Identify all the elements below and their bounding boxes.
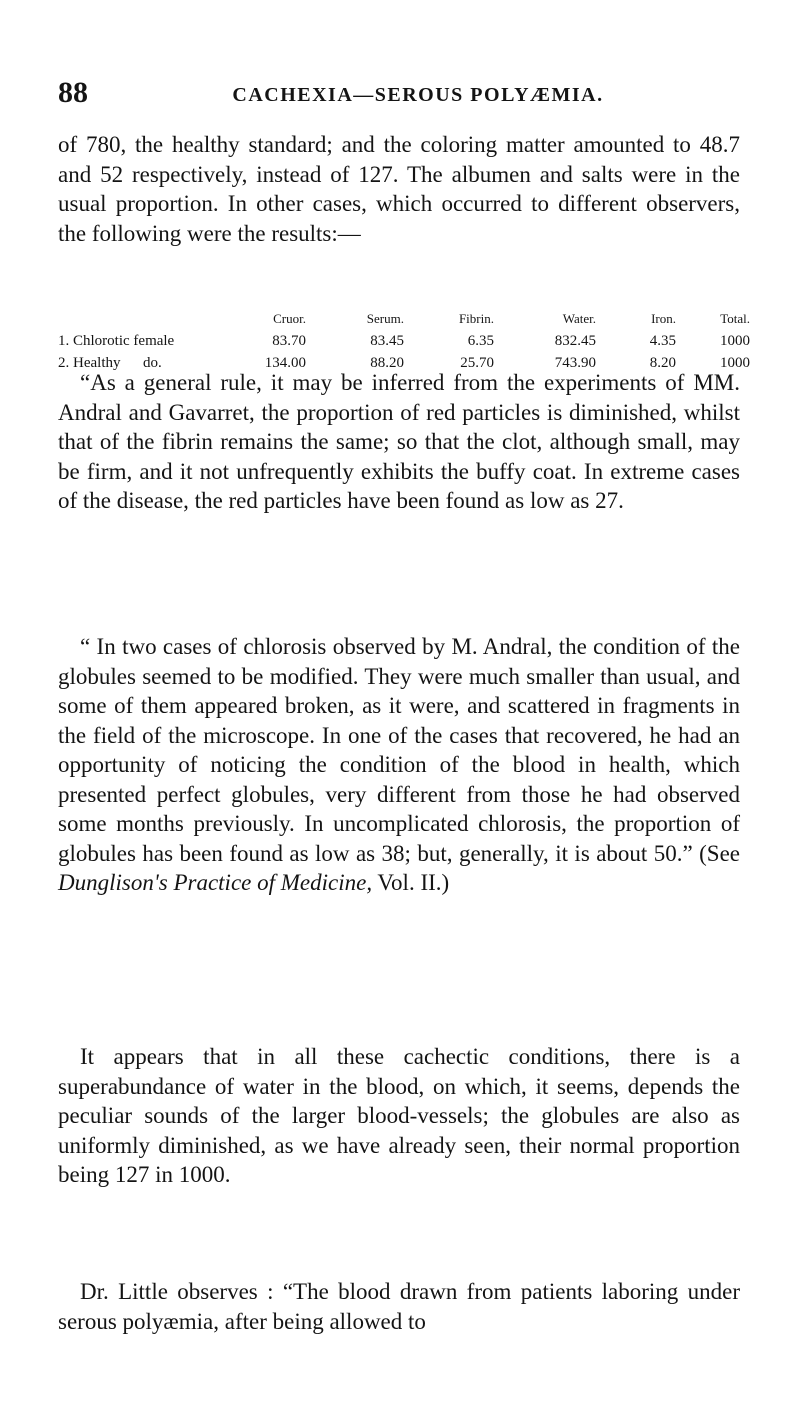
page-header — [58, 76, 758, 116]
table-cell: 743.90 — [554, 354, 596, 371]
table-cell: 25.70 — [460, 354, 494, 371]
table-cell: 1000 — [720, 332, 750, 349]
paragraph-text — [58, 632, 740, 898]
paragraph-text: “As a general rule, it may be inferred from the experiments of MM. Andral and Gavarret, the proportion of red particles is diminished, whilst that of the fibrin remains the same; so that the clot, although small, may be firm, and it not unfrequently exhibits the buffy coat. In extreme cases of the disease, the red particles have been found as low as 27. — [58, 370, 740, 513]
table-header-cell: Total. — [720, 311, 750, 326]
blood-composition-table — [58, 308, 750, 374]
paragraph-1 — [58, 130, 740, 248]
table-row — [58, 330, 750, 352]
citation-title: Dunglison's Practice of Medicine, — [58, 870, 373, 895]
running-head: CACHEXIA—SEROUS POLYÆMIA. — [232, 84, 604, 106]
paragraph-text: Dr. Little observes : “The blood drawn from patients laboring under serous polyæmia, after being allowed to — [58, 1279, 740, 1334]
table-header-cell: Iron. — [651, 311, 676, 326]
paragraph-2 — [58, 368, 740, 516]
table-header-cell: Water. — [562, 311, 596, 326]
citation-volume: Vol. II.) — [372, 870, 450, 895]
table-cell: 83.45 — [370, 332, 404, 349]
paragraph-text: It appears that in all these cachectic conditions, there is a superabundance of water in the blood, on which, it seems, depends the peculiar sounds of the larger blood-vessels; the globules are also as uniformly diminished, as we have already seen, their normal proportion being 127 in 1000. — [58, 1044, 740, 1187]
table-header-cell: Fibrin. — [458, 311, 494, 326]
paragraph-5 — [58, 1277, 740, 1336]
paragraph-4 — [58, 1042, 740, 1190]
table-cell: 88.20 — [370, 354, 404, 371]
paragraph-text: of 780, the healthy standard; and the coloring matter amounted to 48.7 and 52 respectively, instead of 127. The albumen and salts were in the usual proportion. In other cases, which occurred to different observers, the following were the results:— — [58, 132, 740, 246]
table-cell: 2. Healthy do. — [58, 354, 162, 371]
table-cell: 1000 — [720, 354, 750, 371]
table-cell: 1. Chlorotic female — [58, 332, 175, 349]
table-cell: 134.00 — [264, 354, 306, 371]
table-header-row — [58, 308, 750, 330]
paragraph-body: “ In two cases of chlorosis observed by M. Andral, the condition of the globules seemed to be modified. They were much smaller than usual, and some of them appeared broken, as it were, and scattered in fragments in the field of the microscope. In one of the cases that recovered, he had an opportunity of noticing the condition of the blood in health, which presented perfect globules, very different from those he had observed some months previously. In uncomplicated chlorosis, the proportion of globules has been found as low as 38; but, generally, it is about 50.” (See — [58, 634, 740, 866]
table-cell: 8.20 — [649, 354, 676, 371]
table-cell: 6.35 — [467, 332, 494, 349]
table-header-cell: Cruor. — [273, 311, 306, 326]
table-cell: 832.45 — [554, 332, 596, 349]
page-number: 88 — [58, 76, 88, 109]
paragraph-3 — [58, 632, 740, 898]
table-header-cell: Serum. — [366, 311, 404, 326]
table-cell: 4.35 — [649, 332, 676, 349]
table-header-cell — [58, 308, 236, 330]
table-cell: 83.70 — [272, 332, 306, 349]
